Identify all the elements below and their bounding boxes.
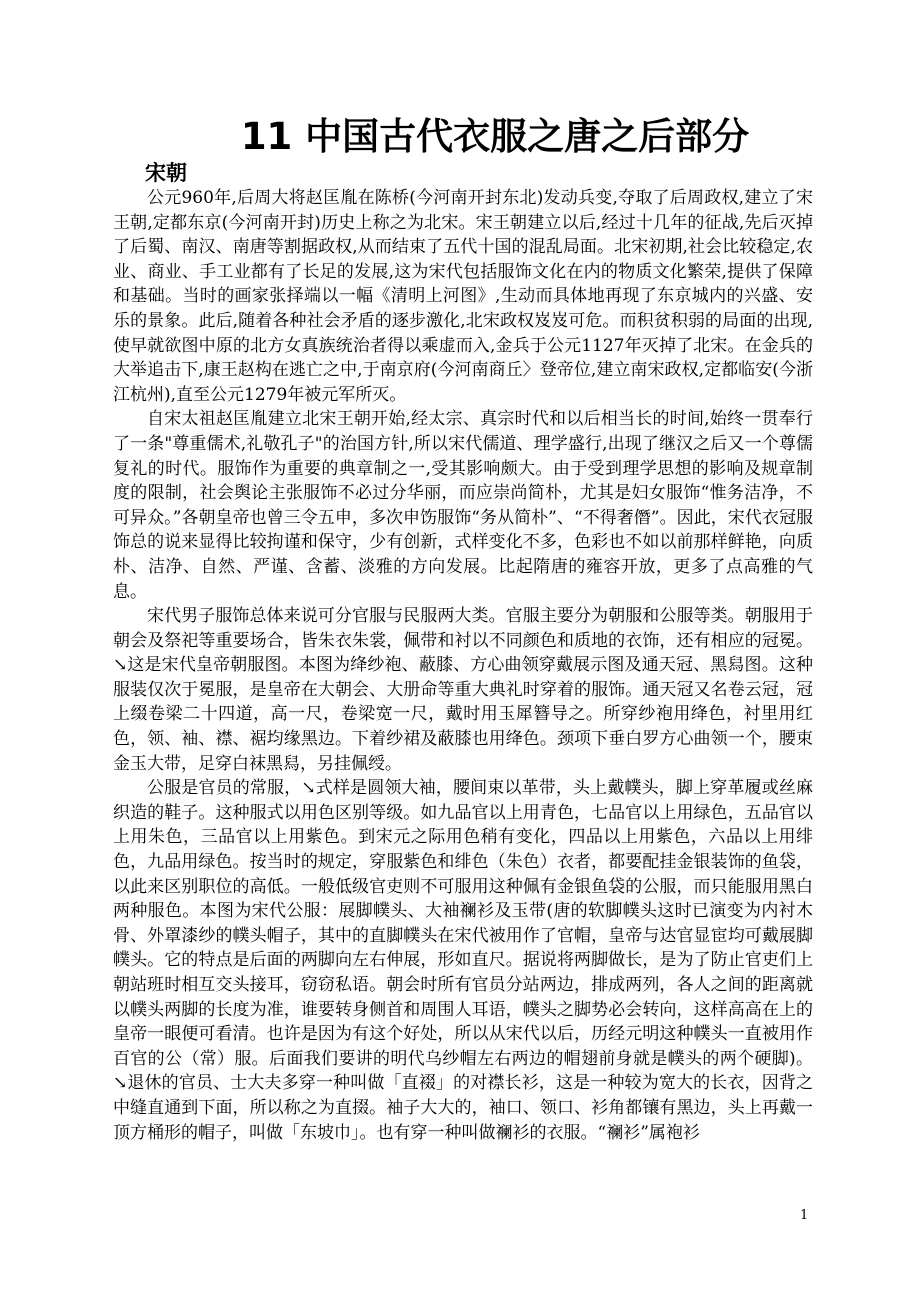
- page-number: 1: [800, 1208, 809, 1223]
- paragraph: 自宋太祖赵匡胤建立北宋王朝开始,经太宗、真宗时代和以后相当长的时间,始终一贯奉行了一条"尊重儒术,礼敬孔子"的治国方针,所以宋代儒道、理学盛行,出现了继汉之后又一个尊儒复礼的时代。服饰作为重要的典章制之一,受其影响颇大。由于受到理学思想的影响及规章制度的限制，社会舆论主张服饰不必过分华丽，而应崇尚简朴，尤其是妇女服饰“惟务洁净，不可异众。”各朝皇帝也曾三令五申，多次申饬服饰“务从简朴”、“不得奢僭”。因此，宋代衣冠服饰总的说来显得比较拘谨和保守，少有创新，式样变化不多，色彩也不如以前那样鲜艳，向质朴、洁净、自然、严谨、含蓄、淡雅的方向发展。比起隋唐的雍容开放，更多了点高雅的气息。: [113, 409, 813, 602]
- page-title: 11 中国古代衣服之唐之后部分: [240, 115, 750, 158]
- paragraph: 公元960年,后周大将赵匡胤在陈桥(今河南开封东北)发动兵变,夺取了后周政权,建立了宋王朝,定都东京(今河南开封)历史上称之为北宋。宋王朝建立以后,经过十几年的征战,先后灭掉了后蜀、南汉、南唐等割据政权,从而结束了五代十国的混乱局面。北宋初期,社会比较稳定,农业、商业、手工业都有了长足的发展,这为宋代包括服饰文化在内的物质文化繁荣,提供了保障和基础。当时的画家张择端以一幅《清明上河图》,生动而具体地再现了东京城内的兴盛、安乐的景象。此后,随着各种社会矛盾的逐步激化,北宋政权岌岌可危。而积贫积弱的局面的出现,使早就欲图中原的北方女真族统治者得以乘虚而入,金兵于公元1127年灭掉了北宋。在金兵的大举追击下,康王赵构在逃亡之中,于南京府(今河南商丘〉登帝位,建立南宋政权,定都临安(今浙江杭州),直至公元1279年被元军所灭。: [113, 188, 813, 405]
- body-text: [113, 186, 813, 1145]
- paragraph: 公服是官员的常服，↘式样是圆领大袖，腰间束以革带，头上戴幞头，脚上穿革履或丝麻织造的鞋子。这种服式以用色区别等级。如九品官以上用青色，七品官以上用绿色，五品官以上用朱色，三品官以上用紫色。到宋元之际用色稍有变化，四品以上用紫色，六品以上用绯色，九品用绿色。按当时的规定，穿服紫色和绯色（朱色）衣者，都要配挂金银装饰的鱼袋，以此来区别职位的高低。一般低级官吏则不可服用这种佩有金银鱼袋的公服，而只能服用黑白两种服色。本图为宋代公服：展脚幞头、大袖襕衫及玉带(唐的软脚幞头这时已演变为内衬木骨、外罩漆纱的幞头帽子，其中的直脚幞头在宋代被用作了官帽，皇帝与达官显宦均可戴展脚幞头。它的特点是后面的两脚向左右伸展，形如直尺。据说将两脚做长，是为了防止官吏们上朝站班时相互交头接耳，窃窃私语。朝会时所有官员分站两边，排成两列，各人之间的距离就以幞头两脚的长度为准，谁要转身侧首和周围人耳语，幞头之脚势必会转向，这样高高在上的皇帝一眼便可看清。也许是因为有这个好处，所以从宋代以后，历经元明这种幞头一直被用作百官的公（常）服。后面我们要讲的明代乌纱帽左右两边的帽翅前身就是幞头的两个硬脚)。↘退休的官员、士大夫多穿一种叫做「直裰」的对襟长衫，这是一种较为宽大的长衣，因背之中缝直通到下面，所以称之为直掇。袖子大大的，袖口、领口、衫角都镶有黑边，头上再戴一顶方桶形的帽子，叫做「东坡巾」。也有穿一种叫做襕衫的衣服。“襕衫”属袍衫: [113, 778, 813, 1143]
- paragraph: 宋代男子服饰总体来说可分官服与民服两大类。官服主要分为朝服和公服等类。朝服用于朝会及祭祀等重要场合，皆朱衣朱裳，佩带和衬以不同颜色和质地的衣饰，还有相应的冠冕。↘这是宋代皇帝朝服图。本图为绛纱袍、蔽膝、方心曲领穿戴展示图及通天冠、黑舄图。这种服装仅次于冕服，是皇帝在大朝会、大册命等重大典礼时穿着的服饰。通天冠又名卷云冠，冠上缀卷梁二十四道，高一尺，卷梁宽一尺，戴时用玉犀簪导之。所穿纱袍用绛色，衬里用红色，领、袖、襟、裾均缘黑边。下着纱裙及蔽膝也用绛色。颈项下垂白罗方心曲领一个，腰束金玉大带，足穿白袜黑舄，另挂佩绶。: [113, 606, 813, 774]
- section-heading: 宋朝: [145, 161, 187, 185]
